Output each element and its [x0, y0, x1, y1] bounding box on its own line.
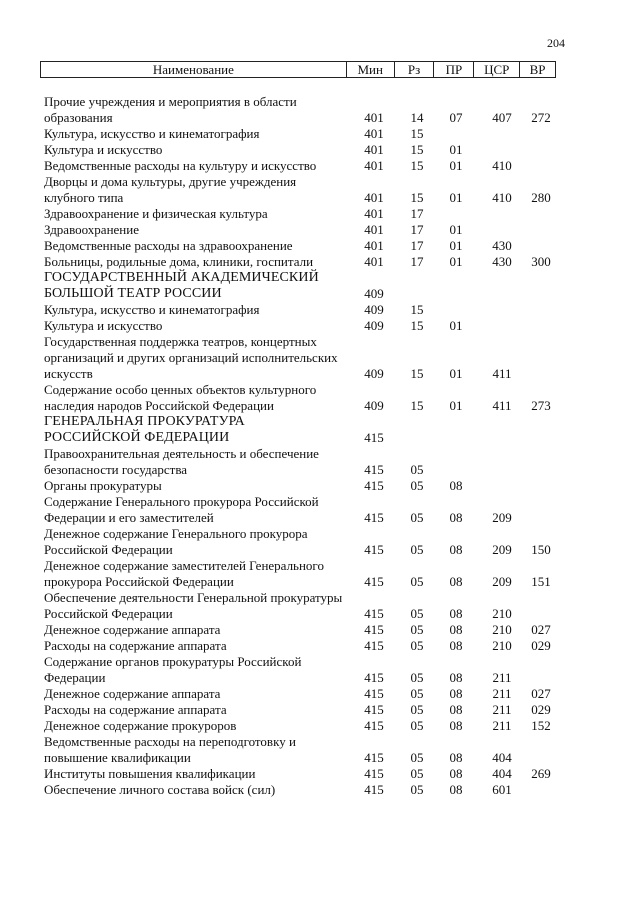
row-rz: 14	[410, 110, 424, 125]
row-name: Больницы, родильные дома, клиники, госпитали	[44, 254, 314, 269]
row-rz: 05	[410, 606, 424, 621]
row-csr: 411	[492, 398, 512, 413]
row-csr: 430	[492, 238, 512, 253]
table-row	[0, 222, 640, 238]
row-rz: 05	[410, 622, 424, 637]
row-name: Денежное содержание аппарата	[44, 622, 221, 637]
row-pr: 07	[449, 110, 463, 125]
row-name: Здравоохранение и физическая культура	[44, 206, 268, 221]
row-min: 401	[364, 206, 384, 221]
row-pr: 01	[449, 190, 463, 205]
row-min: 415	[364, 670, 384, 685]
row-rz: 05	[410, 686, 424, 701]
row-name: Прочие учреждения и мероприятия в области образования	[44, 94, 297, 125]
table-row	[0, 446, 640, 478]
section-heading-row	[0, 270, 640, 302]
row-csr: 210	[492, 638, 512, 653]
table-row	[0, 174, 640, 206]
row-pr: 08	[449, 606, 463, 621]
table-row	[0, 334, 640, 382]
table-row	[0, 478, 640, 494]
row-name: Денежное содержание прокуроров	[44, 718, 237, 733]
row-pr: 08	[449, 718, 463, 733]
row-min: 415	[364, 574, 384, 589]
row-min: 415	[364, 750, 384, 765]
row-csr: 404	[492, 766, 512, 781]
row-rz: 05	[410, 702, 424, 717]
row-name: Расходы на содержание аппарата	[44, 702, 227, 717]
row-min: 409	[364, 318, 384, 333]
row-rz: 15	[410, 398, 424, 413]
header-min: Мин	[346, 62, 394, 77]
table-row	[0, 94, 640, 126]
row-pr: 01	[449, 366, 463, 381]
row-pr: 08	[449, 622, 463, 637]
table-row	[0, 254, 640, 270]
row-rz: 05	[410, 478, 424, 493]
row-name: Культура и искусство	[44, 318, 163, 333]
table-row	[0, 206, 640, 222]
row-rz: 17	[410, 206, 424, 221]
row-pr: 01	[449, 222, 463, 237]
table-row	[0, 318, 640, 334]
table-row	[0, 638, 640, 654]
row-rz: 05	[410, 670, 424, 685]
row-rz: 05	[410, 766, 424, 781]
row-name: Дворцы и дома культуры, другие учреждения клубного типа	[44, 174, 297, 205]
table-row	[0, 558, 640, 590]
row-min: 401	[364, 238, 384, 253]
row-min: 401	[364, 158, 384, 173]
row-rz: 17	[410, 254, 424, 269]
row-rz: 05	[410, 510, 424, 525]
row-vr: 151	[531, 574, 551, 589]
row-rz: 05	[410, 542, 424, 557]
row-pr: 01	[449, 398, 463, 413]
row-name: Обеспечение деятельности Генеральной прокуратуры Российской Федерации	[44, 590, 343, 621]
row-vr: 027	[531, 622, 551, 637]
row-csr: 411	[492, 366, 512, 381]
row-min: 415	[364, 622, 384, 637]
row-rz: 05	[410, 462, 424, 477]
row-name: Культура, искусство и кинематография	[44, 126, 260, 141]
row-vr: 152	[531, 718, 551, 733]
row-min: 409	[364, 398, 384, 413]
row-rz: 17	[410, 238, 424, 253]
row-name: Ведомственные расходы на здравоохранение	[44, 238, 293, 253]
row-min: 415	[364, 510, 384, 525]
header-rz: Рз	[394, 62, 434, 77]
row-min: 401	[364, 190, 384, 205]
row-pr: 08	[449, 510, 463, 525]
row-vr: 273	[531, 398, 551, 413]
row-pr: 08	[449, 638, 463, 653]
row-csr: 211	[492, 686, 512, 701]
row-min: 409	[364, 302, 384, 317]
table-row	[0, 302, 640, 318]
row-rz: 15	[410, 366, 424, 381]
row-rz: 15	[410, 142, 424, 157]
row-name: Здравоохранение	[44, 222, 139, 237]
row-rz: 05	[410, 638, 424, 653]
row-min: 415	[364, 462, 384, 477]
row-vr: 027	[531, 686, 551, 701]
row-pr: 08	[449, 702, 463, 717]
row-name: Расходы на содержание аппарата	[44, 638, 227, 653]
table-row	[0, 126, 640, 142]
row-vr: 280	[531, 190, 551, 205]
row-csr: 404	[492, 750, 512, 765]
header-csr: ЦСР	[473, 62, 519, 77]
row-csr: 211	[492, 718, 512, 733]
row-pr: 08	[449, 766, 463, 781]
row-name: Правоохранительная деятельность и обеспечение безопасности государства	[44, 446, 319, 477]
row-pr: 08	[449, 686, 463, 701]
row-pr: 01	[449, 142, 463, 157]
table-row	[0, 782, 640, 798]
row-rz: 15	[410, 158, 424, 173]
row-vr: 150	[531, 542, 551, 557]
row-name: Ведомственные расходы на переподготовку и повышение квалификации	[44, 734, 296, 765]
row-pr: 01	[449, 254, 463, 269]
header-pr: ПР	[433, 62, 473, 77]
table-row	[0, 238, 640, 254]
row-pr: 08	[449, 542, 463, 557]
row-pr: 08	[449, 670, 463, 685]
row-rz: 05	[410, 750, 424, 765]
row-csr: 211	[492, 670, 512, 685]
row-vr: 272	[531, 110, 551, 125]
row-name: Институты повышения квалификации	[44, 766, 256, 781]
row-name: Обеспечение личного состава войск (сил)	[44, 782, 276, 797]
table-row	[0, 590, 640, 622]
table-row	[0, 526, 640, 558]
row-name: Культура и искусство	[44, 142, 163, 157]
row-pr: 01	[449, 238, 463, 253]
row-rz: 15	[410, 126, 424, 141]
header-vr: ВР	[519, 62, 555, 77]
row-vr: 300	[531, 254, 551, 269]
table-row	[0, 622, 640, 638]
row-min: 415	[364, 718, 384, 733]
row-rz: 17	[410, 222, 424, 237]
table-row	[0, 158, 640, 174]
row-name: Содержание органов прокуратуры Российской Федерации	[44, 654, 302, 685]
table-row	[0, 718, 640, 734]
row-rz: 15	[410, 318, 424, 333]
row-vr: 269	[531, 766, 551, 781]
row-min: 415	[364, 430, 384, 445]
row-csr: 601	[492, 782, 512, 797]
row-name: Органы прокуратуры	[44, 478, 162, 493]
row-pr: 01	[449, 158, 463, 173]
row-rz: 05	[410, 718, 424, 733]
table-row	[0, 766, 640, 782]
row-csr: 211	[492, 702, 512, 717]
row-vr: 029	[531, 702, 551, 717]
row-csr: 210	[492, 622, 512, 637]
table-row	[0, 734, 640, 766]
row-name: Культура, искусство и кинематография	[44, 302, 260, 317]
row-name: Денежное содержание заместителей Генерального прокурора Российской Федерации	[44, 558, 324, 589]
row-name: ГЕНЕРАЛЬНАЯ ПРОКУРАТУРА РОССИЙСКОЙ ФЕДЕРАЦИИ	[44, 414, 245, 445]
row-name: Ведомственные расходы на культуру и искусство	[44, 158, 317, 173]
row-pr: 08	[449, 782, 463, 797]
table-row	[0, 142, 640, 158]
row-pr: 08	[449, 750, 463, 765]
table-row	[0, 382, 640, 414]
row-csr: 430	[492, 254, 512, 269]
header-name: Наименование	[152, 62, 234, 77]
row-rz: 15	[410, 190, 424, 205]
row-min: 415	[364, 606, 384, 621]
row-min: 401	[364, 126, 384, 141]
row-name: ГОСУДАРСТВЕННЫЙ АКАДЕМИЧЕСКИЙ БОЛЬШОЙ ТЕАТР РОССИИ	[44, 270, 319, 301]
table-header	[40, 61, 556, 78]
row-min: 415	[364, 782, 384, 797]
row-min: 409	[364, 366, 384, 381]
row-name: Государственная поддержка театров, концертных организаций и других организаций исполнительских искусств	[44, 334, 338, 381]
row-min: 415	[364, 478, 384, 493]
row-pr: 08	[449, 574, 463, 589]
table-body	[0, 94, 640, 798]
row-name: Содержание Генерального прокурора Российской Федерации и его заместителей	[44, 494, 319, 525]
row-csr: 410	[492, 158, 512, 173]
row-csr: 210	[492, 606, 512, 621]
row-min: 401	[364, 110, 384, 125]
row-csr: 209	[492, 542, 512, 557]
row-pr: 01	[449, 318, 463, 333]
row-csr: 407	[492, 110, 512, 125]
row-min: 401	[364, 142, 384, 157]
row-name: Денежное содержание аппарата	[44, 686, 221, 701]
row-csr: 209	[492, 574, 512, 589]
table-row	[0, 686, 640, 702]
row-rz: 05	[410, 574, 424, 589]
row-min: 409	[364, 286, 384, 301]
row-vr: 029	[531, 638, 551, 653]
row-min: 401	[364, 222, 384, 237]
table-row	[0, 494, 640, 526]
row-min: 415	[364, 686, 384, 701]
row-rz: 05	[410, 782, 424, 797]
row-min: 415	[364, 542, 384, 557]
row-min: 415	[364, 766, 384, 781]
table-row	[0, 654, 640, 686]
row-name: Содержание особо ценных объектов культурного наследия народов Российской Федерации	[44, 382, 317, 413]
row-min: 401	[364, 254, 384, 269]
row-min: 415	[364, 638, 384, 653]
row-rz: 15	[410, 302, 424, 317]
row-min: 415	[364, 702, 384, 717]
row-pr: 08	[449, 478, 463, 493]
page-number: 204	[547, 36, 565, 50]
section-heading-row	[0, 414, 640, 446]
row-name: Денежное содержание Генерального прокурора Российской Федерации	[44, 526, 308, 557]
table-row	[0, 702, 640, 718]
row-csr: 209	[492, 510, 512, 525]
row-csr: 410	[492, 190, 512, 205]
